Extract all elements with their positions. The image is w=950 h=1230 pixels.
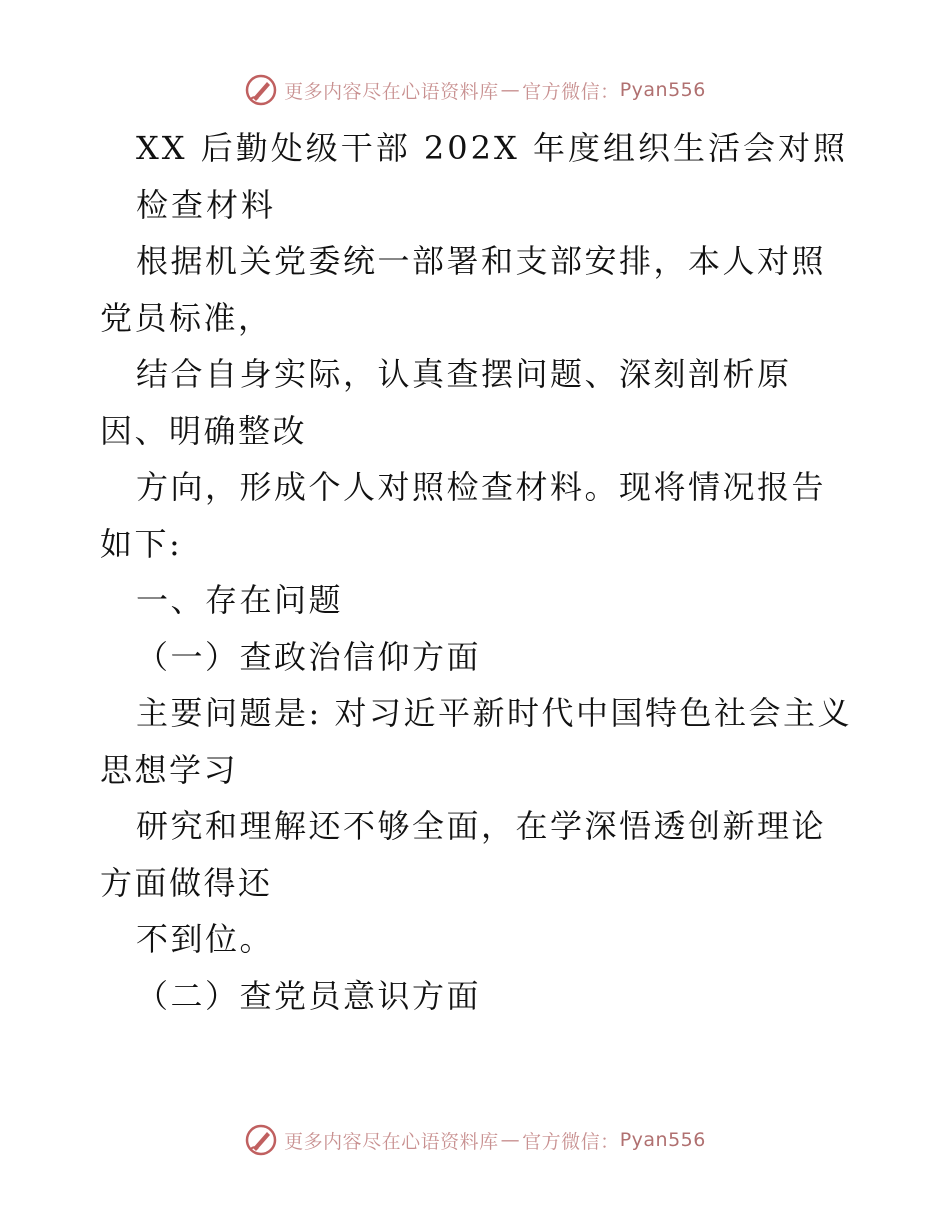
paragraph: 根据机关党委统一部署和支部安排，本人对照党员标准， <box>100 242 827 337</box>
watermark-wechat-label: 官方微信： <box>522 80 620 103</box>
watermark-wechat-id: Pyan556 <box>619 79 706 101</box>
watermark-separator: — <box>500 1129 521 1151</box>
subsection-heading: （一）查政治信仰方面 <box>136 637 482 676</box>
subsection-heading: （二）查党员意识方面 <box>136 976 482 1015</box>
watermark-header <box>0 70 950 110</box>
document-title-line-2: 检查材料 <box>136 185 277 224</box>
pen-logo-icon <box>244 73 278 107</box>
paragraph: 主要问题是: 对习近平新时代中国特色社会主义思想学习 <box>100 694 852 789</box>
paragraph: 研究和理解还不够全面，在学深悟透创新理论方面做得还 <box>100 807 827 902</box>
paragraph: 结合自身实际，认真查摆问题、深刻剖析原因、明确整改 <box>100 355 792 450</box>
paragraph: 方向，形成个人对照检查材料。现将情况报告如下: <box>100 468 827 563</box>
section-heading: 一、存在问题 <box>136 581 344 619</box>
watermark-text: 更多内容尽在心语资料库 <box>284 80 499 103</box>
paragraph: 不到位。 <box>136 920 275 958</box>
document-body <box>100 120 852 1024</box>
watermark-footer <box>0 1120 950 1160</box>
document-title-line-1: XX 后勤处级干部 202X 年度组织生活会对照 <box>136 129 848 167</box>
watermark-wechat-id: Pyan556 <box>619 1129 706 1151</box>
pen-logo-icon <box>244 1123 278 1157</box>
watermark-separator: — <box>500 79 521 101</box>
watermark-text: 更多内容尽在心语资料库 <box>284 1130 499 1153</box>
watermark-wechat-label: 官方微信： <box>522 1130 620 1153</box>
